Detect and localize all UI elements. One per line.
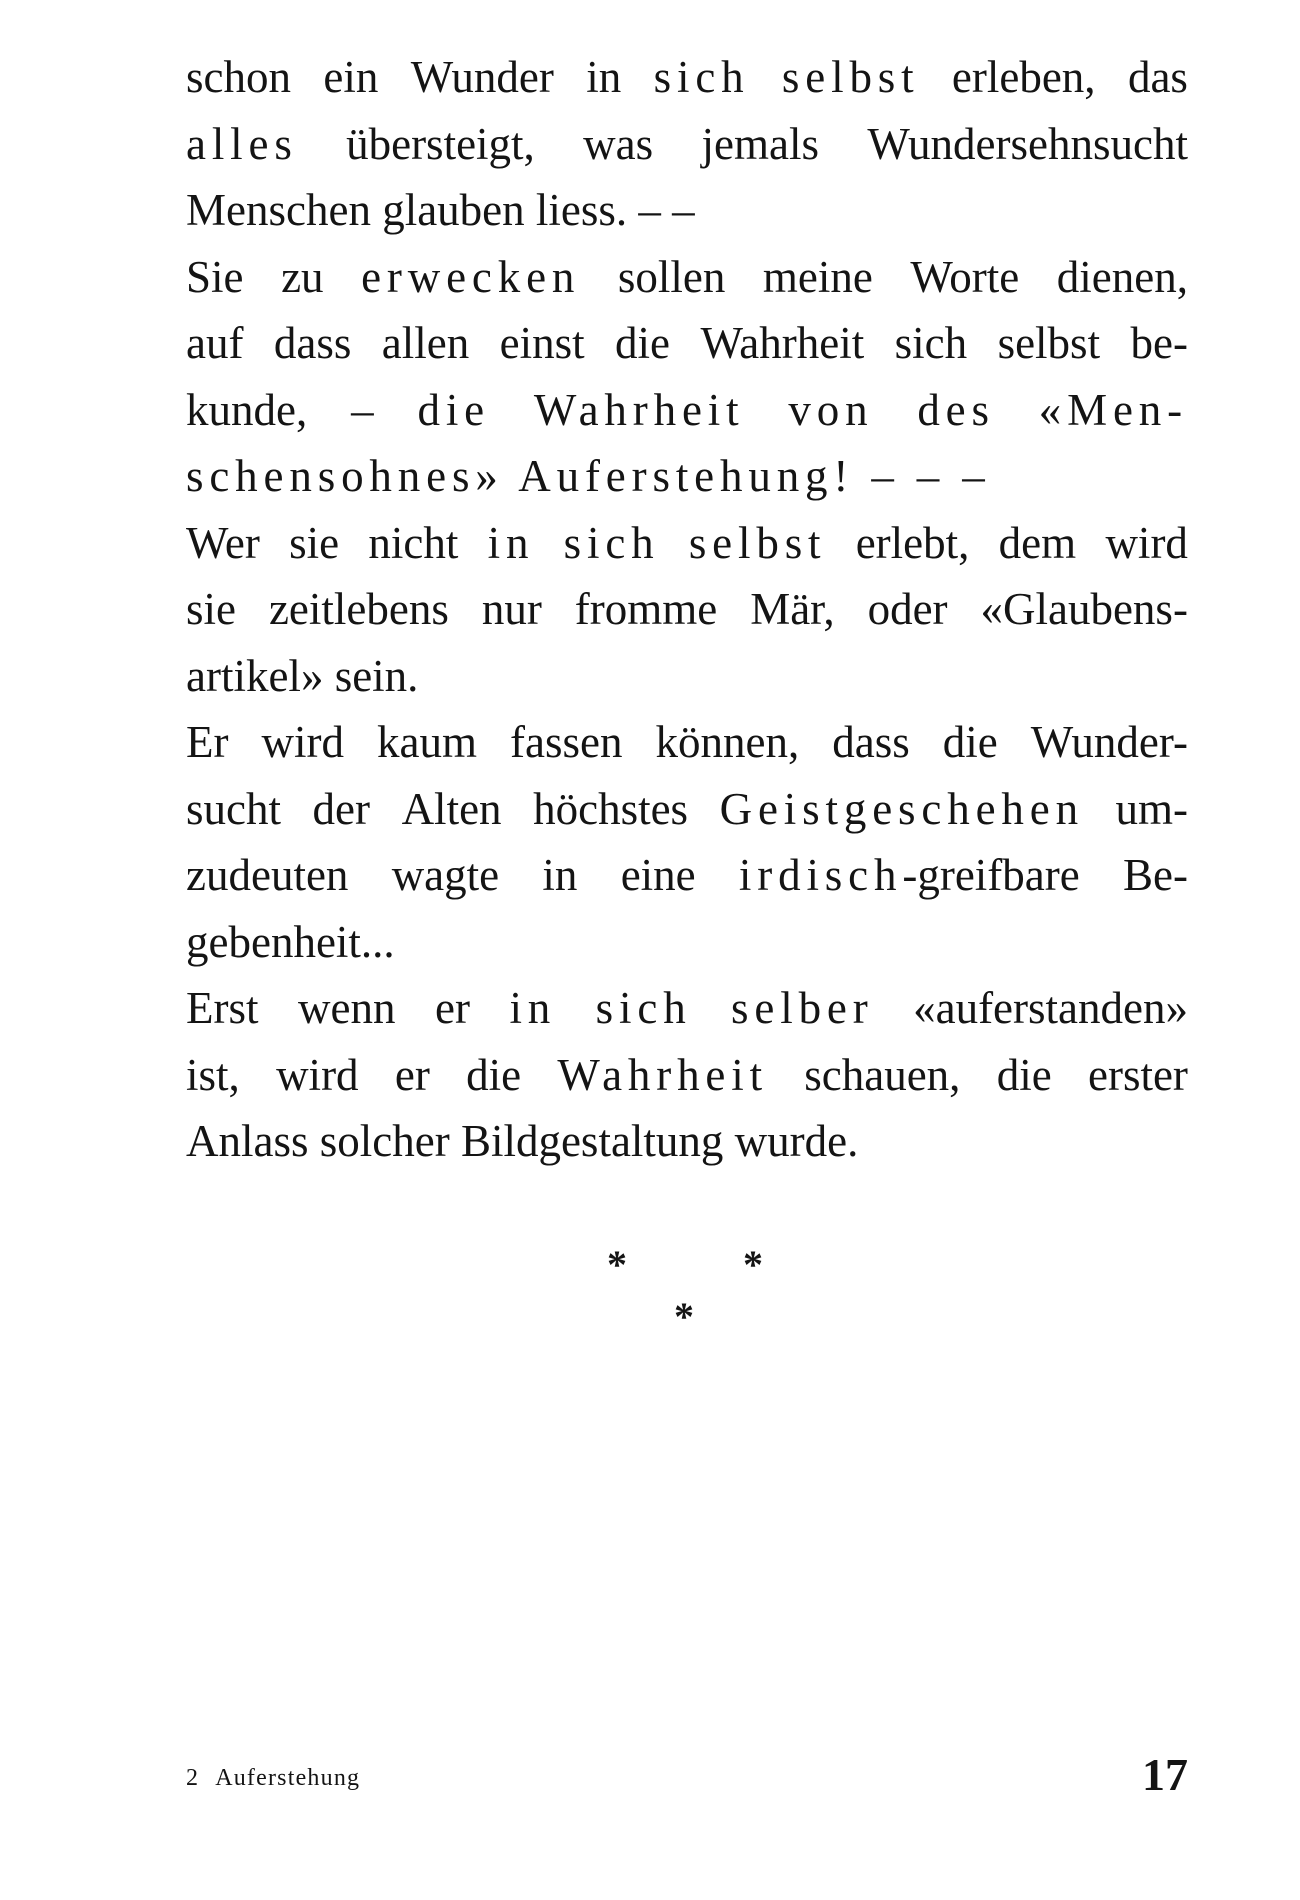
spaced-emphasis: die xyxy=(417,384,491,435)
spaced-emphasis: sich xyxy=(653,52,750,102)
word xyxy=(856,510,970,577)
word xyxy=(804,1042,960,1109)
text-segment: in xyxy=(586,52,622,102)
text-segment: in xyxy=(542,850,578,900)
text-segment: kaum xyxy=(377,717,477,767)
word xyxy=(952,44,1096,111)
word xyxy=(351,377,374,444)
word xyxy=(943,709,998,776)
text-segment: die xyxy=(996,1049,1052,1100)
word xyxy=(274,310,352,377)
word xyxy=(262,709,345,776)
spaced-emphasis: selbst xyxy=(688,517,827,568)
word xyxy=(700,310,864,377)
text-line xyxy=(186,1108,1188,1175)
text-line xyxy=(186,909,1188,976)
text-segment: jemals xyxy=(701,118,819,169)
word xyxy=(895,310,968,377)
text-segment: ein xyxy=(323,52,379,102)
text-segment: Wunder- xyxy=(1030,717,1188,767)
word xyxy=(618,244,726,311)
word xyxy=(402,776,502,843)
word xyxy=(782,44,920,111)
word xyxy=(615,310,670,377)
text-segment: allen xyxy=(381,318,470,368)
word xyxy=(1128,44,1188,111)
text-segment: der xyxy=(312,783,371,834)
text-segment: Sie xyxy=(186,251,244,302)
text-line xyxy=(186,510,1188,577)
text-segment: ist, xyxy=(186,1049,240,1100)
spaced-emphasis: irdisch xyxy=(738,850,903,900)
text-segment: Wahrheit xyxy=(700,318,865,368)
word xyxy=(656,709,800,776)
text-segment: wird xyxy=(1105,517,1188,568)
word xyxy=(1130,310,1187,377)
word xyxy=(750,576,834,643)
text-segment: übersteigt, xyxy=(346,118,535,169)
text-segment: – xyxy=(351,384,374,435)
word xyxy=(323,44,378,111)
text-segment: sucht xyxy=(186,783,281,834)
text-line xyxy=(186,576,1188,643)
text-segment: fromme xyxy=(574,584,718,634)
text-segment: dass xyxy=(273,318,352,368)
spaced-emphasis: Wahrheit xyxy=(533,384,745,435)
text-segment: das xyxy=(1127,52,1188,102)
spaced-emphasis: alles xyxy=(186,118,298,169)
word xyxy=(596,975,692,1042)
spaced-emphasis: in xyxy=(487,517,535,568)
text-segment: um- xyxy=(1115,783,1188,834)
text-segment: sie xyxy=(289,517,340,568)
text-line xyxy=(186,709,1188,776)
spaced-emphasis: schensohnes» Auferstehung! – – – xyxy=(186,451,991,501)
text-segment: nur xyxy=(481,584,542,634)
word xyxy=(564,510,660,577)
text-line xyxy=(186,975,1188,1042)
word xyxy=(980,576,1187,643)
text-line xyxy=(186,310,1188,377)
text-segment: Wer xyxy=(186,517,260,568)
asterisk-icon: * xyxy=(743,1242,763,1287)
text-segment: wird xyxy=(261,717,344,767)
word xyxy=(534,377,745,444)
word xyxy=(1039,377,1188,444)
word xyxy=(689,510,827,577)
spaced-emphasis: sich xyxy=(595,983,692,1033)
text-segment: meine xyxy=(762,251,873,302)
word xyxy=(488,510,535,577)
text-segment: be- xyxy=(1130,318,1188,368)
word xyxy=(313,776,370,843)
word xyxy=(997,1042,1052,1109)
word xyxy=(186,709,228,776)
text-line xyxy=(186,111,1188,178)
text-segment: oder xyxy=(867,584,948,634)
spaced-emphasis: erwecken xyxy=(361,251,581,302)
text-segment: erster xyxy=(1087,1049,1188,1100)
text-segment: Be- xyxy=(1122,850,1188,900)
asterisk-icon: * xyxy=(674,1294,694,1339)
word xyxy=(361,244,580,311)
word xyxy=(1105,510,1188,577)
text-segment: Anlass solcher Bildgestaltung wurde. xyxy=(186,1116,859,1166)
word xyxy=(1115,776,1188,843)
text-segment: erlebt, xyxy=(855,517,970,568)
word xyxy=(186,111,298,178)
word xyxy=(917,377,995,444)
word xyxy=(281,244,323,311)
word xyxy=(557,1042,768,1109)
text-segment: Wunder xyxy=(410,52,554,102)
word xyxy=(289,510,339,577)
word xyxy=(346,111,535,178)
text-segment: gebenheit... xyxy=(186,916,395,967)
spaced-emphasis: sich xyxy=(563,517,660,568)
word xyxy=(392,842,499,909)
word xyxy=(910,244,1019,311)
text-segment: zeitlebens xyxy=(268,584,449,634)
word xyxy=(720,776,1084,843)
text-segment: dem xyxy=(998,517,1077,568)
text-segment: -greifbare xyxy=(902,850,1080,900)
word xyxy=(186,776,281,843)
word xyxy=(466,1042,521,1109)
text-line xyxy=(186,842,1188,909)
page-number: 17 xyxy=(1142,1749,1188,1800)
text-line xyxy=(186,44,1188,111)
word xyxy=(411,44,554,111)
word xyxy=(510,709,622,776)
word xyxy=(186,1042,240,1109)
text-segment: einst xyxy=(499,318,585,368)
text-segment: eine xyxy=(620,850,696,900)
signature-title: Auferstehung xyxy=(215,1765,361,1791)
word xyxy=(763,244,873,311)
spaced-emphasis: von xyxy=(788,384,874,435)
text-segment: Wundersehnsucht xyxy=(867,118,1188,169)
text-segment: er xyxy=(434,983,470,1033)
text-segment: was xyxy=(583,118,654,169)
word xyxy=(509,975,556,1042)
word xyxy=(482,576,542,643)
text-segment: auf xyxy=(186,318,244,368)
text-segment: selbst xyxy=(997,318,1101,368)
text-segment: fassen xyxy=(510,717,623,767)
word xyxy=(186,44,291,111)
text-segment: Menschen glauben liess. – – xyxy=(186,185,695,235)
text-segment: können, xyxy=(655,717,800,767)
text-segment: sie xyxy=(186,584,236,634)
word xyxy=(702,111,819,178)
word xyxy=(868,576,948,643)
spaced-emphasis: selbst xyxy=(781,52,920,102)
word xyxy=(500,310,585,377)
word xyxy=(542,842,577,909)
word xyxy=(186,842,348,909)
spaced-emphasis: selber xyxy=(731,983,874,1033)
text-segment: Alten xyxy=(401,783,502,834)
text-segment: höchstes xyxy=(533,783,689,834)
word xyxy=(583,111,653,178)
text-segment: sich xyxy=(894,318,968,368)
word xyxy=(377,709,477,776)
text-segment: «Glaubens- xyxy=(980,584,1188,634)
section-ornament xyxy=(560,1242,763,1355)
signature-number: 2 xyxy=(186,1765,200,1791)
word xyxy=(186,510,260,577)
word xyxy=(269,576,449,643)
text-segment: artikel» sein. xyxy=(186,650,419,701)
text-segment: wenn xyxy=(298,983,396,1033)
text-segment: wagte xyxy=(391,850,500,900)
word xyxy=(1031,709,1188,776)
spaced-emphasis: des xyxy=(917,384,995,435)
word xyxy=(533,776,688,843)
text-segment: dienen, xyxy=(1056,251,1188,302)
word xyxy=(186,576,236,643)
text-segment: zudeuten xyxy=(186,850,349,900)
text-segment: kunde, xyxy=(186,384,308,435)
text-line xyxy=(186,177,1188,244)
word xyxy=(382,310,469,377)
spaced-emphasis: «Men- xyxy=(1038,384,1188,435)
text-segment: Erst xyxy=(186,983,259,1033)
word xyxy=(621,842,696,909)
text-segment: die xyxy=(615,318,671,368)
text-segment: Worte xyxy=(910,251,1020,302)
word xyxy=(368,510,458,577)
word xyxy=(276,1042,359,1109)
word xyxy=(417,377,490,444)
text-segment: dass xyxy=(832,717,910,767)
text-segment: die xyxy=(942,717,998,767)
word xyxy=(654,44,750,111)
word xyxy=(731,975,874,1042)
text-segment: Mär, xyxy=(750,584,835,634)
word xyxy=(186,975,259,1042)
text-segment: schauen, xyxy=(804,1049,961,1100)
text-segment: er xyxy=(394,1049,430,1100)
text-segment: die xyxy=(466,1049,522,1100)
text-segment: nicht xyxy=(368,517,459,568)
text-segment: zu xyxy=(281,251,324,302)
signature-mark xyxy=(186,1766,360,1790)
text-line xyxy=(186,776,1188,843)
text-line xyxy=(186,1042,1188,1109)
word xyxy=(1123,842,1188,909)
word xyxy=(1057,244,1188,311)
spaced-emphasis: Wahrheit xyxy=(557,1049,768,1100)
word xyxy=(913,975,1188,1042)
body-text xyxy=(186,44,1188,1175)
word xyxy=(395,1042,430,1109)
word xyxy=(298,975,395,1042)
text-line xyxy=(186,443,1188,510)
word xyxy=(739,842,1080,909)
text-segment: erleben, xyxy=(951,52,1096,102)
text-segment: Er xyxy=(186,717,229,767)
text-segment: «auferstanden» xyxy=(913,983,1188,1033)
word xyxy=(788,377,873,444)
word xyxy=(998,310,1101,377)
text-line xyxy=(186,377,1188,444)
word xyxy=(832,709,910,776)
asterisk-icon: * xyxy=(607,1242,627,1287)
text-segment: sollen xyxy=(617,251,726,302)
spaced-emphasis: in xyxy=(509,983,557,1033)
spaced-emphasis: Geistgeschehen xyxy=(719,783,1084,834)
word xyxy=(867,111,1188,178)
text-line xyxy=(186,643,1188,710)
text-segment: wird xyxy=(276,1049,359,1100)
word xyxy=(575,576,717,643)
word xyxy=(435,975,470,1042)
word xyxy=(186,244,244,311)
word xyxy=(999,510,1076,577)
word xyxy=(586,44,621,111)
text-segment: schon xyxy=(186,52,291,102)
text-line xyxy=(186,244,1188,311)
word xyxy=(1088,1042,1188,1109)
word xyxy=(186,310,243,377)
word xyxy=(186,377,307,444)
